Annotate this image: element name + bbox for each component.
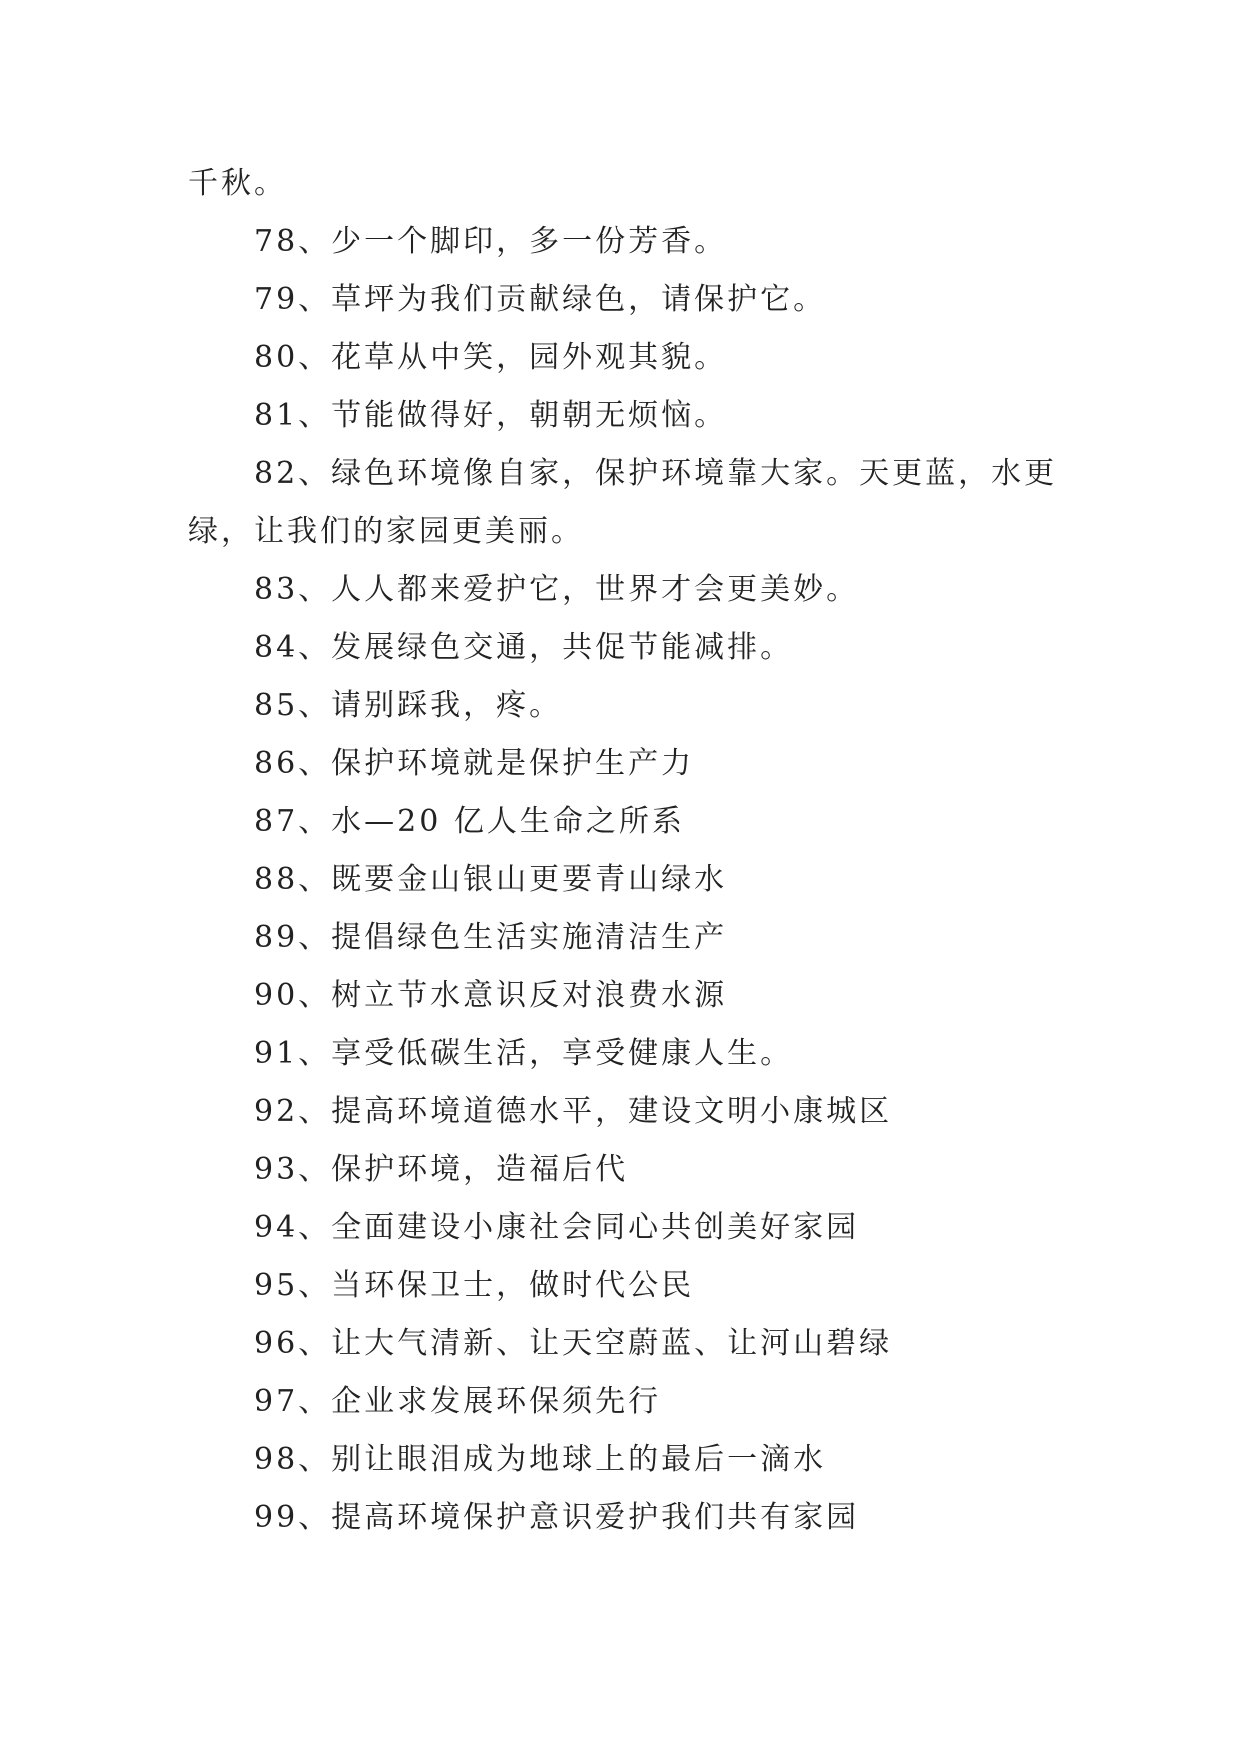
document-body xyxy=(188,155,1068,1547)
slogan-84: 84、发展绿色交通，共促节能减排。 xyxy=(254,630,794,665)
slogan-98: 98、别让眼泪成为地球上的最后一滴水 xyxy=(254,1442,827,1477)
text-line-continuation: 千秋。 xyxy=(188,166,287,201)
slogan-92: 92、提高环境道德水平，建设文明小康城区 xyxy=(254,1094,893,1129)
slogan-83: 83、人人都来爱护它，世界才会更美妙。 xyxy=(254,572,860,607)
slogan-78: 78、少一个脚印，多一份芳香。 xyxy=(254,224,728,259)
slogan-97: 97、企业求发展环保须先行 xyxy=(254,1384,662,1419)
slogan-93: 93、保护环境，造福后代 xyxy=(254,1152,629,1187)
slogan-94: 94、全面建设小康社会同心共创美好家园 xyxy=(254,1210,860,1245)
slogan-96: 96、让大气清新、让天空蔚蓝、让河山碧绿 xyxy=(254,1326,893,1361)
slogan-95: 95、当环保卫士，做时代公民 xyxy=(254,1268,695,1303)
slogan-85: 85、请别踩我，疼。 xyxy=(254,688,563,723)
slogan-89: 89、提倡绿色生活实施清洁生产 xyxy=(254,920,728,955)
slogan-90: 90、树立节水意识反对浪费水源 xyxy=(254,978,728,1013)
slogan-91: 91、享受低碳生活，享受健康人生。 xyxy=(254,1036,794,1071)
slogan-81: 81、节能做得好，朝朝无烦恼。 xyxy=(254,398,728,433)
slogan-88: 88、既要金山银山更要青山绿水 xyxy=(254,862,728,897)
slogan-87: 87、水—20 亿人生命之所系 xyxy=(254,804,685,839)
slogan-79: 79、草坪为我们贡献绿色，请保护它。 xyxy=(254,282,827,317)
slogan-82: 82、绿色环境像自家，保护环境靠大家。天更蓝，水更 xyxy=(254,456,1058,491)
slogan-82-continuation: 绿，让我们的家园更美丽。 xyxy=(188,514,584,549)
slogan-80: 80、花草从中笑，园外观其貌。 xyxy=(254,340,728,375)
slogan-99: 99、提高环境保护意识爱护我们共有家园 xyxy=(254,1500,860,1535)
slogan-86: 86、保护环境就是保护生产力 xyxy=(254,746,695,781)
